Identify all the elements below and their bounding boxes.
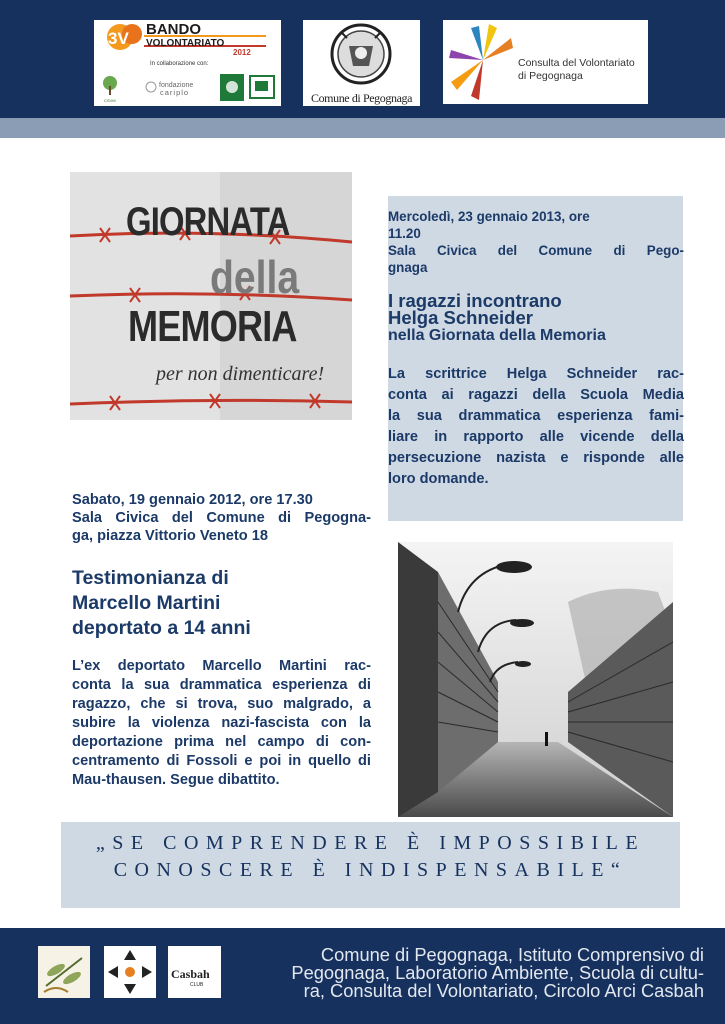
tree-icon	[103, 76, 117, 103]
left-desc-line: centramento di Fossoli e poi in quello di	[72, 753, 371, 769]
left-title-line1: Testimonianza di	[72, 567, 229, 589]
footer-text-line: Comune di Pegognaga, Istituto Comprensivo di	[320, 944, 704, 965]
dragonfly-icon	[38, 946, 90, 998]
header-stripe	[0, 118, 725, 138]
right-desc-line: La scrittrice Helga Schneider rac-	[388, 366, 684, 382]
right-title-line1: I ragazzi incontrano	[388, 290, 562, 311]
svg-text:3V: 3V	[108, 29, 129, 48]
right-desc-line: persecuzione nazista e risponde alle	[388, 450, 684, 466]
svg-text:CSVM: CSVM	[104, 98, 116, 103]
casbah-logo-sub: CLUB	[190, 982, 204, 988]
right-event-date	[388, 208, 684, 276]
casbah-icon	[168, 946, 221, 998]
consulta-logo-line1: Consulta del Volontariato	[518, 57, 635, 69]
consulta-volontariato-logo	[443, 20, 648, 104]
left-title-line2: Marcello Martini	[72, 592, 221, 614]
quote-line1: „SE COMPRENDERE È IMPOSSIBILE	[95, 832, 646, 854]
right-date-line2: 11.20	[388, 226, 421, 241]
footer-partners-text	[252, 946, 704, 1000]
footer-text-line: Pegognaga, Laboratorio Ambiente, Scuola di cultu-	[291, 962, 704, 983]
laboratorio-logo	[104, 946, 156, 998]
left-desc-line: subire la violenza nazi-fascista con la	[72, 715, 371, 731]
dragonfly-logo	[38, 946, 90, 998]
left-desc-line: conta la sua drammatica esperienza di	[72, 677, 371, 693]
giornata-memoria-poster	[70, 172, 352, 420]
left-event-description	[72, 657, 371, 790]
bando-subtitle: VOLONTARIATO	[146, 38, 225, 49]
casbah-logo	[168, 946, 221, 998]
right-event-description	[388, 364, 684, 490]
quote-line2: CONOSCERE È INDISPENSABILE“	[113, 859, 628, 881]
left-event-title	[72, 566, 372, 641]
right-desc-line: conta ai ragazzi della Scuola Media	[388, 387, 684, 403]
left-desc-line: L’ex deportato Marcello Martini rac-	[72, 658, 371, 674]
left-date-line1: Sabato, 19 gennaio 2012, ore 17.30	[72, 492, 313, 508]
consulta-logo-line2: di Pegognaga	[518, 70, 583, 82]
right-title-line2: Helga Schneider	[388, 307, 533, 328]
casbah-logo-text: Casbah	[171, 967, 210, 981]
right-place-line1: Sala Civica del Comune di Pego-	[388, 243, 684, 258]
right-date-line1: Mercoledì, 23 gennaio 2013, ore	[388, 209, 590, 224]
right-desc-line: liare in rapporto alle vicende della	[388, 429, 684, 445]
left-title-line3: deportato a 14 anni	[72, 617, 251, 639]
bando-volontariato-logo	[94, 20, 281, 106]
left-event-date	[72, 491, 371, 545]
poster-line-della: della	[210, 251, 300, 303]
left-place-line2: ga, piazza Vittorio Veneto 18	[72, 528, 268, 544]
cariplo-icon	[146, 82, 156, 92]
cariplo-name-line1: fondazione	[159, 82, 194, 89]
left-desc-line: ragazzo, che si trova, suo malgrado, a	[72, 696, 371, 712]
bando-title: BANDO	[146, 21, 201, 38]
cariplo-name-line2: cariplo	[160, 88, 190, 97]
footer-text-line: ra, Consulta del Volontariato, Circolo Arci Casbah	[303, 980, 704, 1001]
consulta-logo-text	[518, 57, 648, 83]
arrows-cross-icon	[104, 946, 156, 998]
right-place-line2: gnaga	[388, 260, 428, 275]
poster-line-memoria: MEMORIA	[128, 302, 297, 351]
bando-logo-graphic	[94, 20, 281, 106]
consulta-star-icon	[443, 20, 513, 104]
camp-fence-photo-image	[398, 542, 673, 817]
right-desc-line: loro domande.	[388, 471, 489, 487]
right-title-line3: nella Giornata della Memoria	[388, 327, 606, 344]
bando-collab: In collaborazione con:	[150, 61, 209, 67]
bando-year: 2012	[233, 48, 251, 57]
left-desc-line: deportazione prima nel campo di con-	[72, 734, 371, 750]
comune-pegognaga-logo	[303, 20, 420, 106]
poster-tagline: per non dimenticare!	[156, 363, 325, 385]
left-desc-line: Mau-thausen. Segue dibattito.	[72, 772, 280, 788]
right-desc-line: la sua drammatica esperienza fami-	[388, 408, 684, 424]
right-event-title	[388, 292, 688, 345]
camp-fence-photo	[398, 542, 673, 817]
left-place-line1: Sala Civica del Comune di Pegogna-	[72, 510, 371, 526]
comune-logo-label: Comune di Pegognaga	[310, 91, 413, 105]
poster-line-giornata: GIORNATA	[126, 200, 290, 244]
